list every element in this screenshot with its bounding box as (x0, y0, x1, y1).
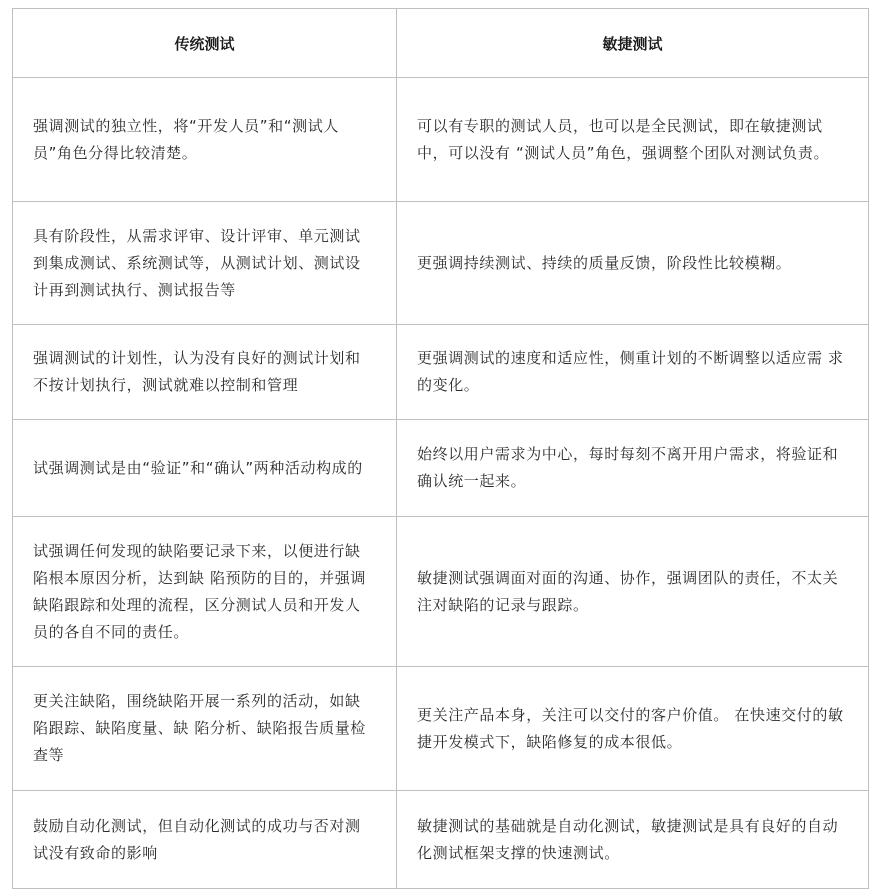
table-row (13, 78, 869, 202)
table-header-row (13, 9, 869, 78)
table-row (13, 420, 869, 517)
agile-cell: 更关注产品本身，关注可以交付的客户价值。 在快速交付的敏捷开发模式下，缺陷修复的成本很低。 (397, 667, 869, 791)
traditional-cell: 强调测试的计划性，认为没有良好的测试计划和不按计划执行，测试就难以控制和管理 (13, 325, 397, 420)
header-traditional-testing: 传统测试 (13, 9, 397, 78)
agile-cell: 可以有专职的测试人员，也可以是全民测试，即在敏捷测试中，可以没有 “测试人员”角色，强调整个团队对测试负责。 (397, 78, 869, 202)
comparison-table (12, 8, 869, 889)
header-agile-testing: 敏捷测试 (397, 9, 869, 78)
table-row (13, 791, 869, 889)
traditional-cell: 试强调任何发现的缺陷要记录下来，以便进行缺陷根本原因分析，达到缺 陷预防的目的，并强调缺陷跟踪和处理的流程，区分测试人员和开发人员的各自不同的责任。 (13, 517, 397, 667)
traditional-cell: 试强调测试是由“验证”和“确认”两种活动构成的 (13, 420, 397, 517)
agile-cell: 敏捷测试的基础就是自动化测试，敏捷测试是具有良好的自动化测试框架支撑的快速测试。 (397, 791, 869, 889)
traditional-cell: 更关注缺陷，围绕缺陷开展一系列的活动，如缺陷跟踪、缺陷度量、缺 陷分析、缺陷报告质量检查等 (13, 667, 397, 791)
table-row (13, 325, 869, 420)
table-row (13, 517, 869, 667)
agile-cell: 敏捷测试强调面对面的沟通、协作，强调团队的责任，不太关注对缺陷的记录与跟踪。 (397, 517, 869, 667)
traditional-cell: 具有阶段性，从需求评审、设计评审、单元测试到集成测试、系统测试等，从测试计划、测试设计再到测试执行、测试报告等 (13, 202, 397, 325)
traditional-cell: 强调测试的独立性，将“开发人员”和“测试人员”角色分得比较清楚。 (13, 78, 397, 202)
agile-cell: 更强调持续测试、持续的质量反馈，阶段性比较模糊。 (397, 202, 869, 325)
traditional-cell: 鼓励自动化测试，但自动化测试的成功与否对测试没有致命的影响 (13, 791, 397, 889)
agile-cell: 更强调测试的速度和适应性，侧重计划的不断调整以适应需 求的变化。 (397, 325, 869, 420)
table-row (13, 202, 869, 325)
table-row (13, 667, 869, 791)
agile-cell: 始终以用户需求为中心，每时每刻不离开用户需求，将验证和确认统一起来。 (397, 420, 869, 517)
